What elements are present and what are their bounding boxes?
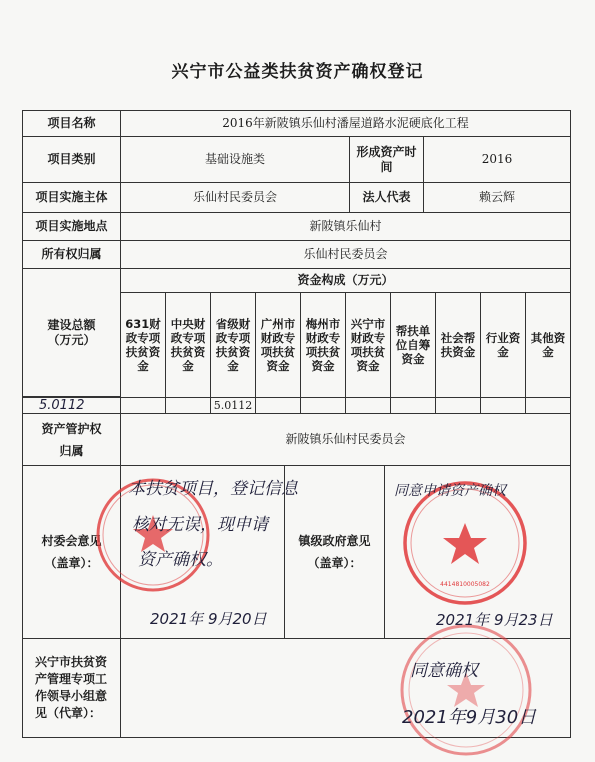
- location-label: 项目实施地点: [22, 212, 121, 241]
- value-assist-unit: [390, 397, 436, 414]
- town-opinion-label-text: 镇级政府意见（盖章）：: [298, 534, 371, 570]
- village-opinion-label-text: 村委会意见（盖章）：: [41, 534, 102, 570]
- formation-time-value: 2016: [423, 136, 571, 183]
- funding-col-industry: 行业资金: [480, 292, 526, 398]
- value-xingning: [345, 397, 391, 414]
- village-opinion-handwriting-3: 资产确权。: [138, 550, 223, 570]
- custody-label: [22, 413, 121, 466]
- total-amount-label: [22, 268, 121, 397]
- funding-col-central: 中央财政专项扶贫资金: [165, 292, 211, 398]
- funding-col-assist-unit: 帮扶单位自筹资金: [390, 292, 436, 398]
- value-631: [120, 397, 166, 414]
- custody-value: 新陂镇乐仙村民委员会: [120, 413, 571, 466]
- village-opinion-handwriting-2: 核对无误，现申请: [132, 515, 268, 535]
- total-amount-handwritten: 5.0112: [39, 398, 85, 413]
- ownership-value: 乐仙村民委员会: [120, 240, 571, 269]
- funding-header: 资金构成（万元）: [120, 268, 571, 293]
- town-opinion-handwriting: 同意申请资产确权: [394, 483, 506, 499]
- funding-col-other: 其他资金: [525, 292, 571, 398]
- location-value: 新陂镇乐仙村: [120, 212, 571, 241]
- value-guangzhou: [255, 397, 301, 414]
- project-type-value: 基础设施类: [120, 136, 350, 183]
- implementer-label: 项目实施主体: [22, 182, 121, 213]
- town-date-handwriting: 2021年 9月23日: [436, 611, 553, 629]
- village-date-handwriting: 2021年 9月20日: [150, 610, 267, 628]
- town-opinion-label: [284, 465, 385, 639]
- value-provincial: 5.0112: [210, 397, 256, 414]
- funding-col-631: 631财政专项扶贫资金: [120, 292, 166, 398]
- project-name-label: 项目名称: [22, 110, 121, 137]
- legal-rep-label: 法人代表: [349, 182, 424, 213]
- value-central: [165, 397, 211, 414]
- ownership-label: 所有权归属: [22, 240, 121, 269]
- funding-col-xingning: 兴宁市财政专项扶贫资金: [345, 292, 391, 398]
- page-title: 兴宁市公益类扶贫资产确权登记: [171, 62, 424, 82]
- leader-group-seal: [396, 620, 536, 760]
- value-industry: [480, 397, 526, 414]
- funding-col-guangzhou: 广州市财政专项扶贫资金: [255, 292, 301, 398]
- funding-col-provincial: 省级财政专项扶贫资金: [210, 292, 256, 398]
- total-amount-label-text: 建设总额（万元）: [47, 317, 96, 347]
- funding-col-meizhou: 梅州市财政专项扶贫资金: [300, 292, 346, 398]
- implementer-value: 乐仙村民委员会: [120, 182, 350, 213]
- svg-text:4414810005082: 4414810005082: [440, 581, 490, 588]
- leader-opinion-handwriting: 同意确权: [410, 661, 478, 681]
- value-meizhou: [300, 397, 346, 414]
- funding-col-social: 社会帮扶资金: [435, 292, 481, 398]
- formation-time-label: 形成资产时间: [349, 136, 424, 183]
- custody-label-text: 资产管护权归属: [41, 421, 102, 458]
- project-type-label: 项目类别: [22, 136, 121, 183]
- value-social: [435, 397, 481, 414]
- village-opinion-handwriting-1: 本扶贫项目，登记信息: [128, 479, 298, 499]
- leader-opinion-label: [22, 638, 121, 738]
- total-amount-value: [22, 397, 121, 414]
- value-other: [525, 397, 571, 414]
- leader-opinion-label-text: 兴宁市扶贫资产管理专项工作领导小组意见（代章）：: [35, 655, 108, 720]
- legal-rep-value: 赖云辉: [423, 182, 571, 213]
- leader-date-handwriting: 2021年9月30日: [402, 707, 537, 728]
- project-name-value: 2016年新陂镇乐仙村潘屋道路水泥硬底化工程: [120, 110, 571, 137]
